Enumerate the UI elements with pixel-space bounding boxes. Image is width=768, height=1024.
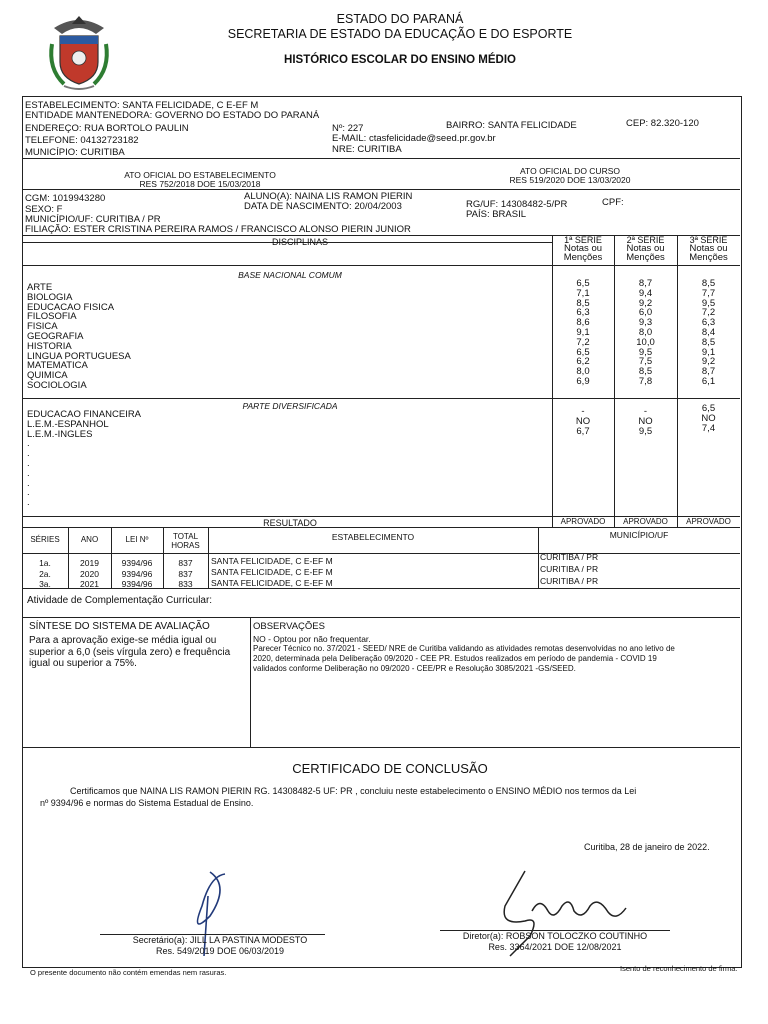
hist-city: CURITIBA / PR	[540, 564, 599, 574]
observations-text: Parecer Técnico no. 37/2021 - SEED/ NRE de Curitiba validando as atividades remotas desenvolvidas no ano letivo de 2020, determinada pela Deliberação 09/2020 - CEE PR. Estudos realizados em período de pandemia - COVID 19 validados conforme Deliberação no 09/2020 - CEE/PR e Resolução 3085/2021 -GS/SEED.	[253, 644, 675, 673]
birthplace: MUNICÍPIO/UF: CURITIBA / PR	[25, 214, 161, 225]
hist-hours: 833	[178, 579, 193, 589]
country: PAÍS: BRASIL	[466, 209, 527, 220]
cpf: CPF:	[602, 197, 624, 208]
course-act-title: ATO OFICIAL DO CURSO	[520, 166, 620, 176]
result-label: RESULTADO	[263, 518, 317, 528]
evaluation-text: Para a aprovação exige-se média igual ou superior a 6,0 (seis vírgula zero) e frequência igual ou superior a 75%.	[29, 635, 231, 669]
school-act: RES 752/2018 DOE 15/03/2018	[139, 179, 261, 189]
secretary-res: Res. 549/2019 DOE 06/03/2019	[155, 946, 285, 956]
hist-hours: 837	[178, 558, 193, 568]
sex: SEXO: F	[25, 204, 63, 215]
birth-date: DATA DE NASCIMENTO: 20/04/2003	[244, 201, 402, 212]
diversified-subjects: EDUCACAO FINANCEIRA L.E.M.-ESPANHOL L.E.M.-INGLES . . . . . . .	[27, 409, 142, 509]
hist-school: SANTA FELICIDADE, C E-EF M	[211, 578, 333, 588]
hist-hours: 837	[178, 569, 193, 579]
hist-serie: 3a.	[39, 579, 51, 589]
secretary-name: Secretário(a): JILL LA PASTINA MODESTO	[132, 935, 308, 945]
result-s2: APROVADO	[623, 517, 668, 526]
col2-title: 2ª SÉRIE	[626, 235, 665, 245]
address: ENDEREÇO: RUA BORTOLO PAULIN	[25, 123, 189, 134]
hist-law: 9394/96	[121, 579, 153, 589]
col3-title: 3ª SÉRIE	[689, 235, 728, 245]
phone: TELEFONE: 04132723182	[25, 135, 139, 146]
address-number: Nº: 227	[332, 123, 364, 134]
neighborhood: BAIRRO: SANTA FELICIDADE	[446, 120, 577, 131]
student-name: ALUNO(A): NAINA LIS RAMON PIERIN	[244, 191, 413, 202]
div-grades-s2: - NO 9,5	[638, 406, 653, 437]
establishment: ESTABELECIMENTO: SANTA FELICIDADE, C E-EF M	[25, 100, 259, 111]
certificate-line1: Certificamos que NAINA LIS RAMON PIERIN RG. 14308482-5 UF: PR , concluiu neste estabelecimento o ENSINO MÉDIO nos termos da Lei	[70, 786, 637, 796]
hist-year: 2019	[80, 558, 99, 568]
hist-law: 9394/96	[121, 558, 153, 568]
hist-year: 2020	[80, 569, 99, 579]
result-s1: APROVADO	[560, 517, 606, 526]
hist-year: 2021	[80, 579, 99, 589]
div-grades-s1: - NO 6,7	[575, 406, 591, 437]
observations-title: OBSERVAÇÕES	[253, 621, 325, 632]
hist-header-city: MUNICÍPIO/UF	[609, 530, 669, 540]
hist-serie: 1a.	[39, 558, 51, 568]
hist-city: CURITIBA / PR	[540, 576, 599, 586]
place-date: Curitiba, 28 de janeiro de 2022.	[584, 842, 710, 852]
hist-serie: 2a.	[39, 569, 51, 579]
hist-header-series: SÉRIES	[30, 535, 60, 544]
city: MUNICÍPIO: CURITIBA	[25, 147, 125, 158]
col2-sub: Notas ou Menções	[626, 243, 665, 263]
evaluation-title: SÍNTESE DO SISTEMA DE AVALIAÇÃO	[29, 621, 210, 632]
hist-header-school: ESTABELECIMENTO	[331, 532, 415, 542]
col3-sub: Notas ou Menções	[689, 243, 728, 263]
director-name: Diretor(a): ROBSON TOLOCZKO COUTINHO	[462, 931, 648, 941]
div-grades-s3: 6,5 NO 7,4	[701, 403, 716, 434]
nre: NRE: CURITIBA	[332, 144, 402, 155]
certificate-line2: nº 9394/96 e normas do Sistema Estadual de Ensino.	[40, 798, 254, 808]
col1-sub: Notas ou Menções	[563, 243, 603, 263]
hist-city: CURITIBA / PR	[540, 552, 599, 562]
hist-school: SANTA FELICIDADE, C E-EF M	[211, 567, 333, 577]
rg: RG/UF: 14308482-5/PR	[466, 199, 568, 210]
footer-note-left: O presente documento não contém emendas nem rasuras.	[30, 968, 227, 977]
hist-school: SANTA FELICIDADE, C E-EF M	[211, 556, 333, 566]
result-s3: APROVADO	[686, 517, 731, 526]
hist-header-law: LEI Nº	[125, 535, 149, 544]
school-act-title: ATO OFICIAL DO ESTABELECIMENTO	[124, 170, 276, 180]
base-title: BASE NACIONAL COMUM	[238, 270, 342, 280]
parents: FILIAÇÃO: ESTER CRISTINA PEREIRA RAMOS / FRANCISCO ALONSO PIERIN JUNIOR	[25, 224, 411, 235]
observations-no: NO - Optou por não frequentar.	[253, 634, 371, 644]
hist-law: 9394/96	[121, 569, 153, 579]
complement-activity: Atividade de Complementação Curricular:	[27, 595, 213, 606]
hist-header-hours: TOTAL HORAS	[171, 532, 200, 550]
state-name: ESTADO DO PARANÁ	[336, 12, 464, 26]
col1-title: 1ª SÉRIE	[564, 235, 602, 245]
email: E-MAIL: ctasfelicidade@seed.pr.gov.br	[332, 133, 496, 144]
cgm: CGM: 1019943280	[25, 193, 106, 204]
coat-of-arms	[44, 14, 114, 94]
disciplines-header: DISCIPLINAS	[271, 237, 329, 247]
base-grades-s2: 8,7 9,4 9,2 6,0 9,3 8,0 10,0 9,5 7,5 8,5 7,8	[636, 278, 655, 387]
maintainer: ENTIDADE MANTENEDORA: GOVERNO DO ESTADO DO PARANÁ	[25, 110, 320, 121]
base-grades-s3: 8,5 7,7 9,5 7,2 6,3 8,4 8,5 9,1 9,2 8,7 6,1	[701, 278, 716, 387]
base-grades-s1: 6,5 7,1 8,5 6,3 8,6 9,1 7,2 6,5 6,2 8,0 6,9	[576, 278, 590, 387]
cep: CEP: 82.320-120	[626, 118, 699, 129]
page-title: HISTÓRICO ESCOLAR DO ENSINO MÉDIO	[284, 54, 516, 66]
director-res: Res. 3364/2021 DOE 12/08/2021	[488, 942, 622, 952]
certificate-title: CERTIFICADO DE CONCLUSÃO	[292, 761, 488, 776]
course-act: RES 519/2020 DOE 13/03/2020	[509, 175, 631, 185]
secretariat-name: SECRETARIA DE ESTADO DA EDUCAÇÃO E DO ESPORTE	[227, 27, 573, 41]
footer-note-right: Isento de reconhecimento de firma.	[620, 964, 738, 973]
diversified-title: PARTE DIVERSIFICADA	[242, 401, 338, 411]
hist-header-year: ANO	[80, 535, 99, 544]
base-subjects: ARTE BIOLOGIA EDUCACAO FISICA FILOSOFIA FISICA GEOGRAFIA HISTORIA LINGUA PORTUGUESA MATEMATICA QUIMICA SOCIOLOGIA	[27, 282, 131, 391]
